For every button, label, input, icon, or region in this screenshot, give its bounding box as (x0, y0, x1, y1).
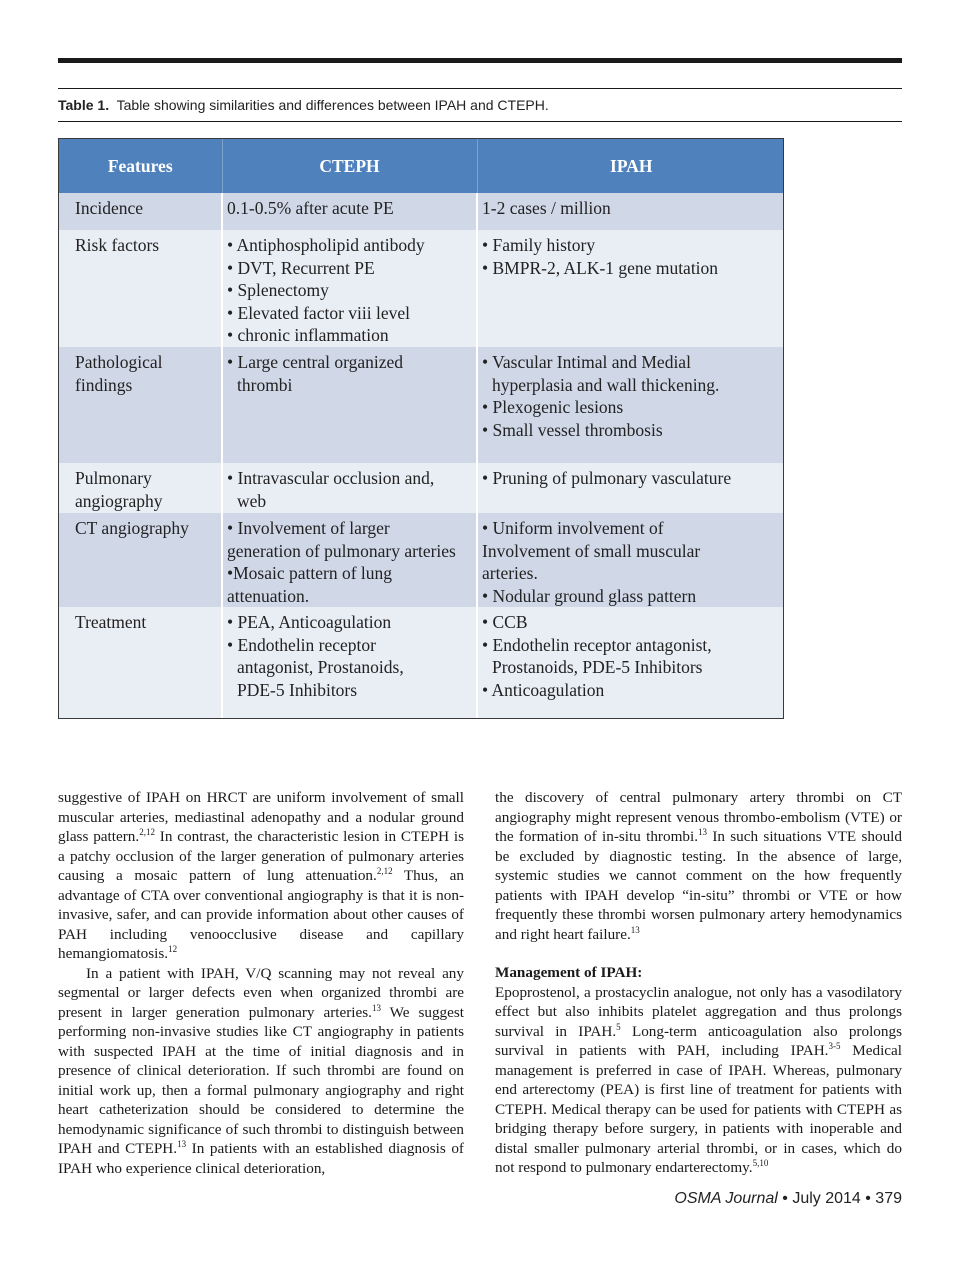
cell-cteph (222, 463, 477, 513)
cell-line: Risk factors (75, 235, 160, 255)
text-run: Epoprostenol, a prostacyclin analogue, not only has a vasodilatory effect but also inhibits platelet aggregation and thus prolongs survival in IPAH. (495, 983, 902, 1040)
cell-feature (59, 193, 222, 230)
cell-feature (59, 230, 222, 347)
cell-line: • Nodular ground glass pattern (482, 585, 697, 606)
cell-line: Incidence (75, 198, 144, 218)
citation: 2,12 (376, 865, 393, 876)
body-column-right (495, 788, 902, 1178)
cell-line: • Splenectomy (227, 280, 329, 300)
cell-line: •Mosaic pattern of lung (227, 563, 393, 583)
cell-cteph (222, 513, 477, 607)
cell-ipah (477, 193, 784, 230)
cell-cteph (222, 193, 477, 230)
citation: 2,12 (139, 826, 155, 837)
citation: 5 (616, 1021, 621, 1032)
cell-line: PDE-5 Inhibitors (237, 679, 358, 700)
cell-cteph (222, 607, 477, 718)
table-header-row (59, 139, 784, 193)
text-run: In contrast, the characteristic lesion in CTEPH is a patchy occlusion of the larger generation of pulmonary arteries causing a mosaic pattern of lung attenuation. (58, 828, 465, 884)
cell-line: • chronic inflammation (227, 325, 389, 345)
cell-ipah (477, 230, 784, 347)
header-features: Features (59, 139, 222, 193)
cell-line: antagonist, Prostanoids, (237, 657, 404, 677)
text-run: We suggest performing non-invasive studies like CT angiography in patients with suspected IPAH at the time of initial diagnosis and in presence of clinical deterioration. If such thrombi are found on initial work up, then a formal pulmonary angiography and right heart catheterization should be considered to determine the hemodynamic significance of such thrombi to distinguish between IPAH and CTEPH. (58, 1003, 465, 1157)
cell-line: Pathological (75, 352, 163, 372)
cell-feature (59, 513, 222, 607)
cell-line: angiography (75, 490, 163, 511)
cell-ipah (477, 513, 784, 607)
paragraph (495, 983, 902, 1178)
caption-rule-top (58, 88, 902, 89)
text-run: suggestive of IPAH on HRCT are uniform involvement of small muscular arteries, mediastinal adenopathy and a nodular ground glass pattern. (58, 789, 464, 845)
citation: 13 (698, 826, 708, 837)
citation: 3-5 (828, 1040, 841, 1051)
cell-feature (59, 607, 222, 718)
journal-name: OSMA Journal (674, 1190, 778, 1207)
cell-line: • Uniform involvement of (482, 518, 664, 538)
citation: 5,10 (752, 1157, 769, 1168)
cell-line: Treatment (75, 612, 147, 632)
cell-line: • Intravascular occlusion and, (227, 468, 435, 488)
citation: 13 (371, 1002, 381, 1013)
table-caption (58, 96, 902, 114)
cell-line: • Vascular Intimal and Medial (482, 352, 691, 372)
section-heading: Management of IPAH: (495, 964, 643, 981)
cell-line: • CCB (482, 612, 528, 632)
cell-line: CT angiography (75, 518, 189, 538)
table-row (59, 193, 784, 230)
table-row (59, 607, 784, 718)
cell-line: web (237, 490, 267, 511)
caption-rule-bottom (58, 121, 902, 122)
cell-line: • Endothelin receptor antagonist, (482, 634, 712, 655)
cell-feature (59, 463, 222, 513)
header-ipah: IPAH (477, 139, 784, 193)
citation: 13 (630, 924, 640, 935)
cell-line: • DVT, Recurrent PE (227, 257, 375, 278)
cell-ipah (477, 347, 784, 463)
caption-text: Table showing similarities and differences between IPAH and CTEPH. (116, 97, 549, 113)
cell-line: • Large central organized (227, 352, 404, 372)
text-run: Medical management is preferred in case of IPAH. Whereas, pulmonary end arterectomy (PEA) is first line of treatment for patients with CTEPH. Medical therapy can be used for patients with CTEPH as bridging therapy before surgery, in patients with inoperable and distal smaller pulmonary arterial thrombi, or in cases, which do not respond to pulmonary endarterectomy. (495, 1042, 902, 1176)
cell-line: • BMPR-2, ALK-1 gene mutation (482, 257, 719, 278)
cell-line: Pulmonary (75, 468, 152, 488)
cell-line: • Antiphospholipid antibody (227, 235, 425, 255)
cell-line: • Pruning of pulmonary vasculature (482, 468, 732, 488)
paragraph (58, 964, 464, 1179)
cell-line: generation of pulmonary arteries (227, 540, 456, 561)
cell-cteph (222, 347, 477, 463)
cell-line: 1-2 cases / million (482, 198, 611, 218)
cell-line: arteries. (482, 563, 538, 583)
text-run: Thus, an advantage of CTA over conventional angiography is that it is non-invasive, safer, and can provide information about other causes of PAH including venoocclusive disease and capillary hemangiomatosis. (58, 867, 465, 962)
cell-line: • Involvement of larger (227, 518, 390, 538)
table-row (59, 463, 784, 513)
footer-date-page: • July 2014 • 379 (777, 1190, 902, 1207)
caption-label: Table 1. (58, 97, 110, 113)
cell-line: findings (75, 374, 133, 395)
cell-ipah (477, 607, 784, 718)
cell-cteph (222, 230, 477, 347)
top-rule (58, 58, 902, 63)
paragraph (495, 788, 902, 944)
text-run: In such situations VTE should be excluded by diagnostic testing. In the absence of large, systemic studies we cannot comment on the how frequently patients with IPAH develop “in-situ” thrombi or VTE or how frequently these thrombi worsen pulmonary artery hemodynamics and right heart failure. (495, 828, 902, 943)
citation: 13 (177, 1138, 187, 1149)
cell-line: • Family history (482, 235, 596, 255)
cell-feature (59, 347, 222, 463)
cell-line: • PEA, Anticoagulation (227, 612, 392, 632)
text-run: the discovery of central pulmonary artery thrombi on CT angiography might represent venous thrombo-embolism (VTE) or the formation of in-situ thrombi. (495, 789, 902, 845)
table-row (59, 513, 784, 607)
cell-line: • Elevated factor viii level (227, 302, 410, 323)
cell-line: • Endothelin receptor (227, 634, 376, 655)
text-run: In patients with an established diagnosis of IPAH who experience clinical deterioration, (58, 1140, 464, 1177)
cell-line: Prostanoids, PDE-5 Inhibitors (492, 657, 703, 677)
cell-ipah (477, 463, 784, 513)
features-table (59, 139, 784, 718)
header-cteph: CTEPH (222, 139, 477, 193)
paragraph (58, 788, 464, 964)
cell-line: • Anticoagulation (482, 679, 605, 700)
cell-line: 0.1-0.5% after acute PE (227, 198, 394, 218)
cell-line: • Plexogenic lesions (482, 397, 624, 417)
page-footer (674, 1190, 902, 1208)
text-run: In a patient with IPAH, V/Q scanning may not reveal any segmental or larger defects even when organized thrombi are present in larger generation pulmonary arteries. (58, 964, 464, 1021)
text-run: Long-term anticoagulation also prolongs survival in patients with PAH, including IPAH. (495, 1022, 902, 1059)
cell-line: Involvement of small muscular (482, 540, 701, 561)
features-table-figure (58, 138, 784, 719)
cell-line: • Small vessel thrombosis (482, 419, 663, 440)
cell-line: thrombi (237, 374, 293, 395)
table-row (59, 347, 784, 463)
table-row (59, 230, 784, 347)
cell-line: attenuation. (227, 585, 310, 606)
citation: 12 (168, 943, 178, 954)
body-column-left (58, 788, 464, 1178)
cell-line: hyperplasia and wall thickening. (492, 374, 720, 395)
